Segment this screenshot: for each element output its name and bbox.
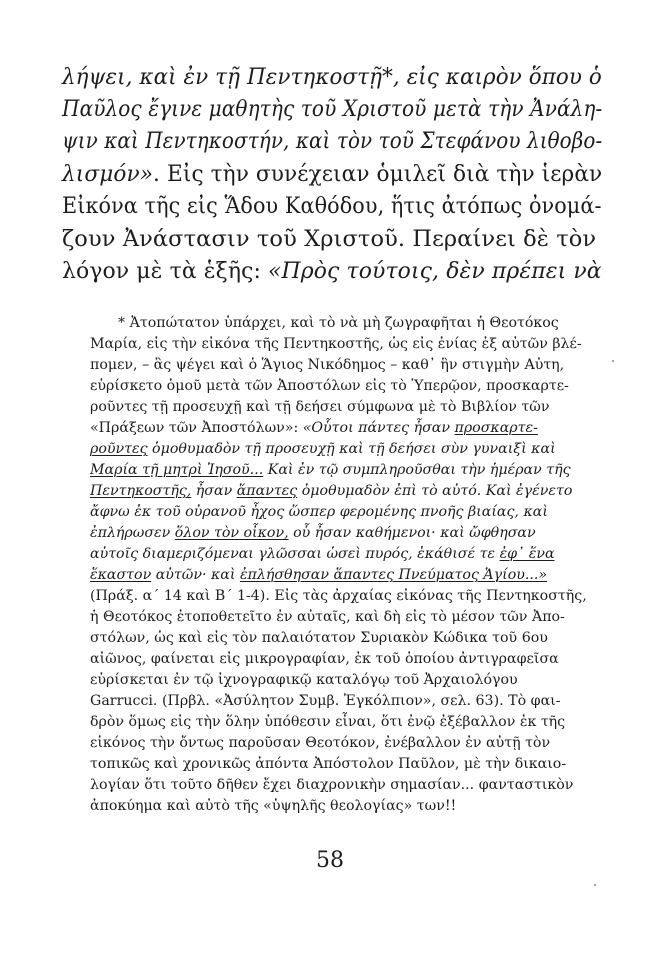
main-text-line: Παῦλος ἔγινε μαθητὴς τοῦ Χριστοῦ μετὰ τὴν Ἀνάλη- — [62, 96, 603, 122]
page-number: 58 — [316, 848, 344, 873]
main-text-line: λόγον μὲ τὰ ἑξῆς: «Πρὸς τούτοις, δὲν πρέπει νὰ — [62, 258, 602, 284]
footnote-line: * Ἀτοπώτατον ὑπάρχει, καὶ τὸ νὰ μὴ ζωγραφῆται ἡ Θεοτόκος — [118, 315, 559, 331]
footnote-line: τοπικῶς καὶ χρονικῶς ἀπόντα Ἀπόστολον Παῦλον, μὲ τὴν δικαιο- — [90, 756, 567, 772]
footnote-line: ἐπλήρωσεν ὅλον τὸν οἶκον, οὗ ἦσαν καθήμενοι· καὶ ὤφθησαν — [90, 525, 536, 541]
footnote-line: Μαρία τῇ μητρὶ Ἰησοῦ... Καὶ ἐν τῷ συμπληροῦσθαι τὴν ἡμέραν τῆς — [90, 462, 571, 478]
main-text-line: λήψει, καὶ ἐν τῇ Πεντηκοστῇ*, εἰς καιρὸν ὅπου ὁ — [62, 64, 602, 90]
footnote-line: ἄφνω ἐκ τοῦ οὐρανοῦ ἦχος ὥσπερ φερομένης πνοῆς βιαίας, καὶ — [90, 504, 548, 520]
footnote-line: ροῦντες ὁμοθυμαδὸν τῇ προσευχῇ καὶ τῇ δεήσει σὺν γυναιξὶ καὶ — [90, 441, 556, 457]
footnote-line: δρὸν ὅμως εἰς τὴν ὅλην ὑπόθεσιν εἶναι, ὅτι ἐνῷ ἐξέβαλλον ἐκ τῆς — [90, 714, 566, 730]
footnote-line: αἰῶνος, φαίνεται εἰς μικρογραφίαν, ἐκ τοῦ ὁποίου ἀντιγραφεῖσα — [90, 651, 559, 667]
footnote-line: αὐτοῖς διαμεριζόμεναι γλῶσσαι ὡσεὶ πυρός, ἐκάθισέ τε ἐφ᾽ ἕνα — [90, 546, 555, 562]
footnote-line: ἀποκύημα καὶ αὐτὸ τῆς «ὑψηλῆς θεολογίας» των!! — [90, 798, 457, 814]
footnote-line: πομεν, – ἃς ψέγει καὶ ὁ Ἅγιος Νικόδημος – καθ᾽ ἣν στιγμὴν Αὐτη, — [90, 357, 565, 373]
footnote-line: ἕκαστον αὐτῶν· καὶ ἐπλήσθησαν ἅπαντες Πνεύματος Ἁγίου...» — [90, 567, 548, 583]
footnote-line: ἡ Θεοτόκος ἐτοποθετεῖτο ἐν αὐταῖς, καὶ δὴ εἰς τὸ μέσον τῶν Ἀπο- — [90, 609, 565, 625]
footnote-line: λογίαν ὅτι τοῦτο δῆθεν ἔχει διαχρονικὴν σημασίαν... φανταστικὸν — [90, 777, 574, 793]
main-text-line: λισμόν». Εἰς τὴν συνέχειαν ὁμιλεῖ διὰ τὴν ἱερὰν — [62, 161, 603, 187]
footnote-line: Μαρία, εἰς τὴν εἰκόνα τῆς Πεντηκοστῆς, ὡς εἰς ἐνίας ἐξ αὐτῶν βλέ- — [90, 336, 582, 352]
footnote-line: εἰκόνος τὴν ὄντως παροῦσαν Θεοτόκον, ἐνέβαλλον ἐν αὐτῇ τὸν — [90, 735, 551, 751]
footnote-line: στόλων, ὡς καὶ εἰς τὸν παλαιότατον Συριακὸν Κώδικα τοῦ 6ου — [90, 630, 548, 646]
footnote-line: εὑρίσκετο ὁμοῦ μετὰ τῶν Ἀποστόλων εἰς τὸ Ὑπερῷον, προσκαρτε- — [90, 378, 569, 394]
footnote-line: ροῦντες τῇ προσευχῇ καὶ τῇ δεήσει σύμφωνα μὲ τὸ Βιβλίον τῶν — [90, 399, 550, 415]
scan-speck — [594, 884, 596, 886]
main-text-line: ψιν καὶ Πεντηκοστήν, καὶ τὸν τοῦ Στεφάνου λιθοβο- — [62, 128, 603, 154]
footnote-line: Πεντηκοστῆς, ἦσαν ἅπαντες ὁμοθυμαδὸν ἐπὶ τὸ αὐτό. Καὶ ἐγένετο — [90, 483, 573, 499]
main-text-line: ζουν Ἀνάστασιν τοῦ Χριστοῦ. Περαίνει δὲ τὸν — [62, 226, 597, 252]
footnote-line: Garrucci. (Πρβλ. «Ἀσύλητον Συμβ. Ἐγκόλπιον», σελ. 63). Τὸ φαι- — [90, 693, 561, 709]
footnote-line: «Πράξεων τῶν Ἀποστόλων»: «Οὗτοι πάντες ἦσαν προσκαρτε- — [90, 420, 538, 436]
footnote-line: εὑρίσκεται ἐν τῷ ἰχνογραφικῷ καταλόγῳ τοῦ Ἀρχαιολόγου — [90, 672, 518, 688]
scan-speck — [612, 360, 614, 362]
footnote-line: (Πράξ. α´ 14 καὶ Β´ 1-4). Εἰς τὰς ἀρχαίας εἰκόνας τῆς Πεντηκοστῆς, — [90, 588, 587, 604]
main-text-line: Εἰκόνα τῆς εἰς Ἅδου Καθόδου, ἥτις ἀτόπως ὀνομά- — [62, 193, 602, 219]
